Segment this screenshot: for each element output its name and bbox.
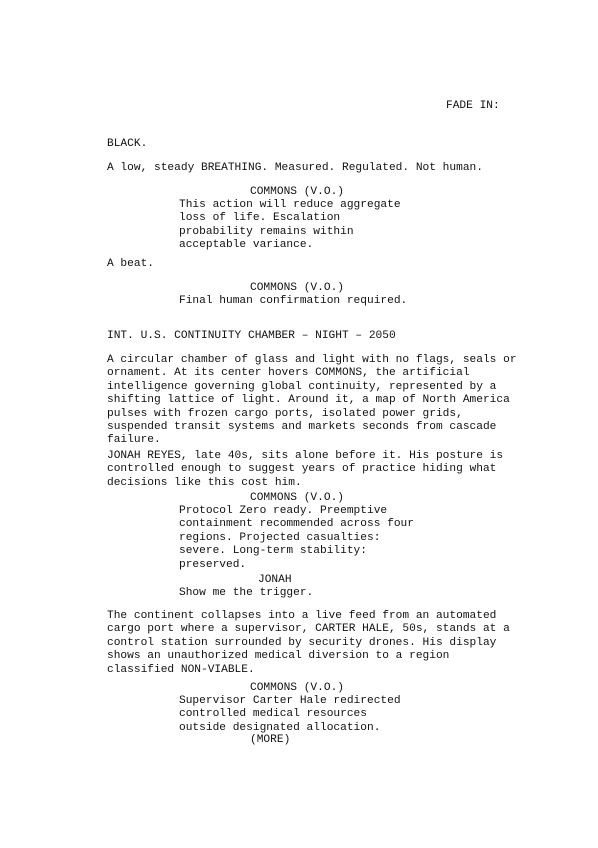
dialogue-line: outside designated allocation.: [179, 721, 381, 734]
dialogue-line: regions. Projected casualties:: [179, 531, 381, 544]
action-continent: [107, 610, 537, 677]
action-breathing: A low, steady BREATHING. Measured. Regulated. Not human.: [107, 162, 483, 174]
action-line: shifting lattice of light. Around it, a map of North America: [107, 394, 510, 407]
dialogue-line: Protocol Zero ready. Preemptive: [179, 505, 388, 517]
action-line: controlled enough to suggest years of practice hiding what: [107, 463, 497, 476]
dialogue-commons-2: [179, 295, 429, 308]
action-line: shows an unauthorized medical diversion to a region: [107, 650, 450, 663]
action-chamber: [107, 354, 537, 448]
transition-fade-in: FADE IN:: [446, 100, 500, 112]
action-line: decisions like this cost him.: [107, 476, 302, 489]
action-line: suspended transit systems and markets seconds from cascade: [107, 421, 497, 434]
action-line: ornament. At its center hovers COMMONS, the artificial: [107, 367, 470, 380]
dialogue-line: Show me the trigger.: [179, 587, 314, 599]
action-line: intelligence governing global continuity, represented by a: [107, 380, 497, 393]
dialogue-line: containment recommended across four: [179, 518, 414, 531]
dialogue-line: Final human confirmation required.: [179, 295, 408, 307]
dialogue-line: acceptable variance.: [179, 239, 314, 252]
action-line: A circular chamber of glass and light with no flags, seals or: [107, 354, 517, 366]
dialogue-line: This action will reduce aggregate: [179, 199, 401, 211]
action-jonah: [107, 450, 537, 490]
action-black: BLACK.: [107, 138, 148, 150]
dialogue-line: controlled medical resources: [179, 708, 367, 721]
dialogue-line: Supervisor Carter Hale redirected: [179, 695, 401, 707]
character-commons-4: COMMONS (V.O.): [250, 682, 344, 694]
more-indicator: (MORE): [250, 734, 291, 746]
character-commons-3: COMMONS (V.O.): [250, 492, 344, 504]
scene-heading: INT. U.S. CONTINUITY CHAMBER – NIGHT – 2050: [107, 330, 396, 342]
action-line: control station surrounded by security drones. His display: [107, 636, 497, 649]
action-line: The continent collapses into a live feed from an automated: [107, 610, 497, 622]
dialogue-jonah: [179, 587, 429, 600]
action-a-beat: A beat.: [107, 258, 154, 270]
action-line: pulses with frozen cargo ports, isolated power grids,: [107, 407, 463, 420]
dialogue-line: preserved.: [179, 558, 247, 571]
action-line: cargo port where a supervisor, CARTER HALE, 50s, stands at a: [107, 623, 510, 636]
action-line: JONAH REYES, late 40s, sits alone before it. His posture is: [107, 450, 504, 462]
dialogue-commons-4: [179, 695, 429, 735]
character-commons-2: COMMONS (V.O.): [250, 282, 344, 294]
character-commons-1: COMMONS (V.O.): [250, 186, 344, 198]
dialogue-line: probability remains within: [179, 225, 354, 238]
character-jonah: JONAH: [258, 574, 292, 586]
dialogue-commons-1: [179, 199, 429, 253]
action-line: classified NON-VIABLE.: [107, 663, 255, 676]
dialogue-line: severe. Long-term stability:: [179, 545, 367, 558]
dialogue-line: loss of life. Escalation: [179, 212, 341, 225]
dialogue-commons-3: [179, 505, 429, 572]
action-line: failure.: [107, 434, 161, 447]
